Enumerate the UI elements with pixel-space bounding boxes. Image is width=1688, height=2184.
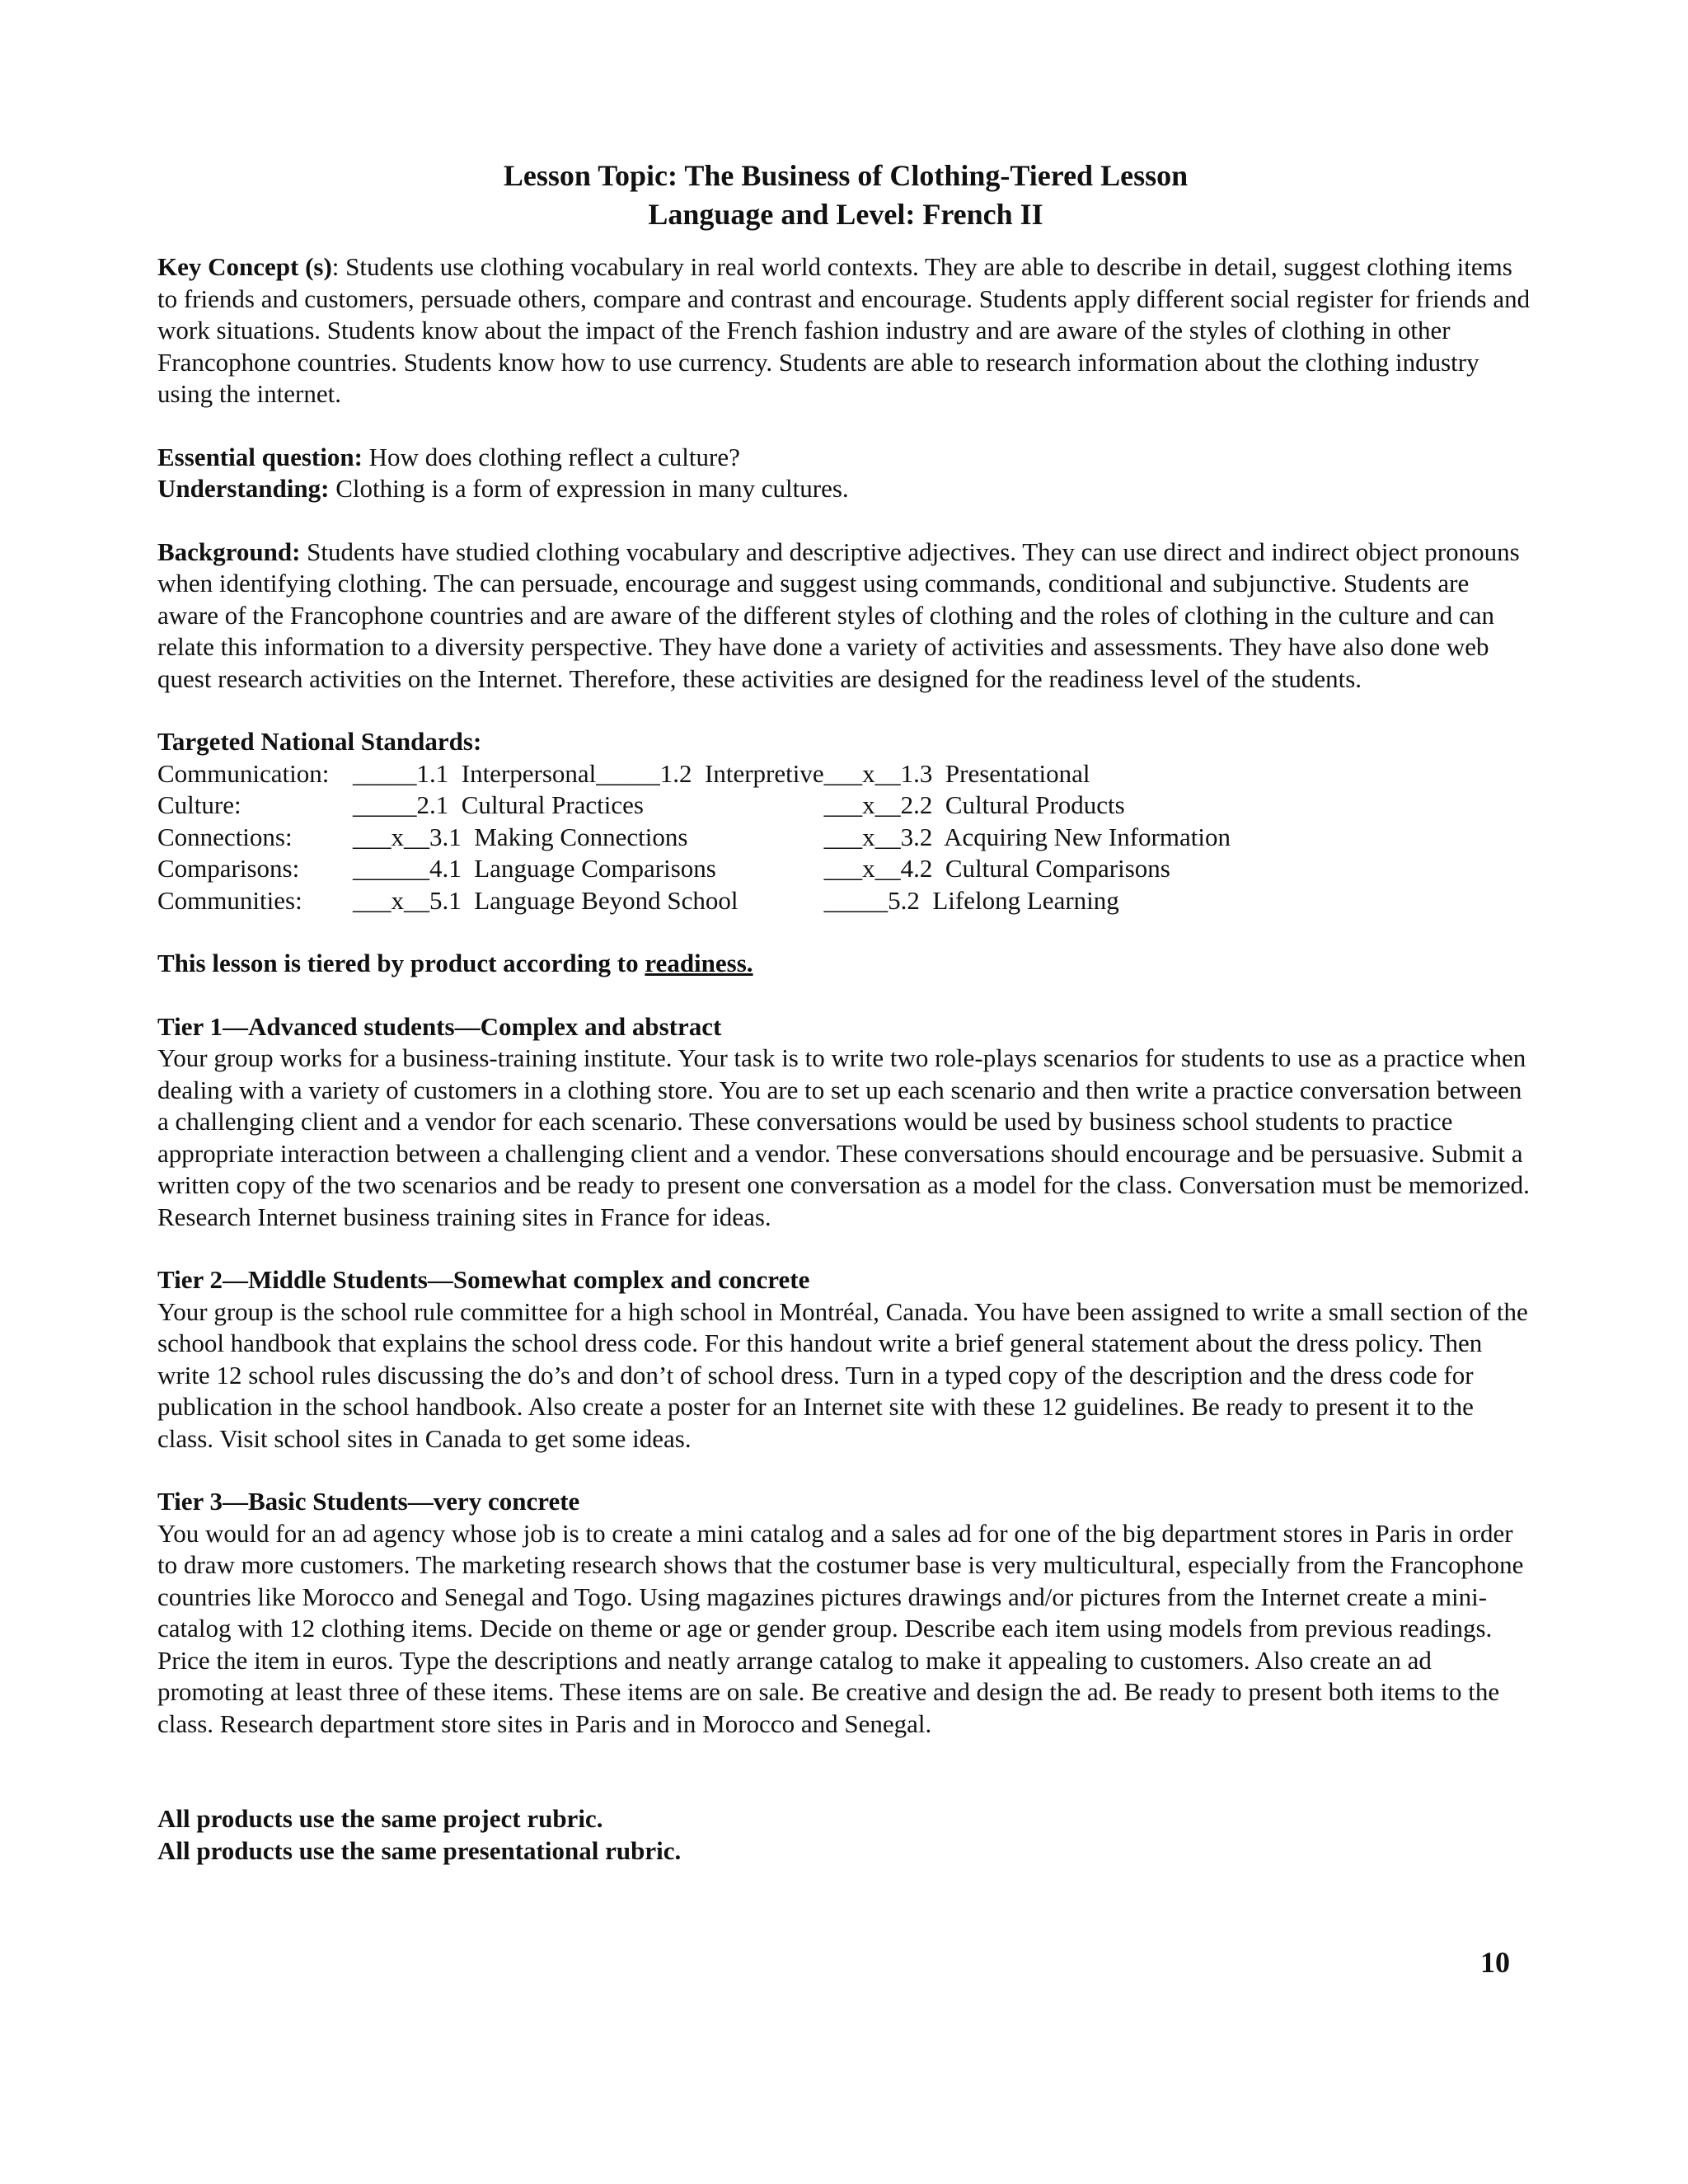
- lesson-topic-heading: Lesson Topic: The Business of Clothing-Tiered Lesson: [503, 159, 1189, 192]
- closing-line-presentational-rubric: All products use the same presentational rubric.: [157, 1835, 682, 1865]
- tier-1-text: Your group works for a business-training institute. Your task is to write two role-plays scenarios for students to use as a practice when dealing with a variety of customers in a clothing store. You are to set up each scenario and then write a practice conversation between a challenging client and a vendor for each scenario. These conversations would be used by business school students to practice appropriate interaction between a challenging client and a vendor. These conversations should encourage and be persuasive. Submit a written copy of the two scenarios and be ready to present one conversation as a model for the class. Conversation must be memorized. Research Internet business training sites in France for ideas.: [157, 1043, 1530, 1231]
- standards-col1: ___x__5.1 Language Beyond School: [353, 885, 738, 915]
- understanding-line: [157, 473, 1534, 505]
- tier-1-heading: Tier 1—Advanced students—Complex and abstract: [157, 1011, 722, 1041]
- key-concept-paragraph: [157, 251, 1534, 410]
- understanding-text: Clothing is a form of expression in many cultures.: [329, 474, 849, 503]
- standards-category: Culture:: [157, 790, 241, 819]
- understanding-label: Understanding:: [157, 474, 330, 503]
- tier-2-heading: Tier 2—Middle Students—Somewhat complex and concrete: [157, 1265, 810, 1294]
- standards-col1: ___x__3.1 Making Connections: [353, 822, 688, 851]
- standards-row-communities: [157, 885, 1231, 917]
- standards-row-communication: [157, 758, 1231, 790]
- tier-3-text: You would for an ad agency whose job is to create a mini catalog and a sales ad for one of the big department stores in Paris in order to draw more customers. The marketing research shows that the costumer base is very multicultural, especially from the Francophone countries like Morocco and Senegal and Togo. Using magazines pictures drawings and/or pictures from the Internet create a mini-catalog with 12 clothing items. Decide on theme or age or gender group. Describe each item using models from previous readings. Price the item in euros. Type the descriptions and neatly arrange catalog to make it appealing to customers. Also create an ad promoting at least three of these items. These items are on sale. Be creative and design the ad. Be ready to present both items to the class. Research department store sites in Paris and in Morocco and Senegal.: [157, 1518, 1524, 1738]
- essential-question-line: [157, 442, 1534, 474]
- standards-category: Comparisons:: [157, 854, 300, 883]
- background-paragraph: [157, 537, 1534, 696]
- tiered-statement: [157, 948, 1534, 980]
- closing-line-project-rubric: All products use the same project rubric.: [157, 1804, 603, 1833]
- standards-category: Communication:: [157, 758, 330, 788]
- key-concept-text: : Students use clothing vocabulary in real world contexts. They are able to describe in detail, suggest clothing items to friends and customers, persuade others, compare and contrast and encourage. Students apply different social register for friends and work situations. Students know about the impact of the French fashion industry and are aware of the styles of clothing in other Francophone countries. Students know how to use currency. Students are able to research information about the clothing industry using the internet.: [157, 252, 1531, 408]
- tiered-statement-emphasis: readiness.: [645, 949, 753, 977]
- standards-col2: ___x__3.2 Acquiring New Information: [823, 822, 1231, 851]
- standards-category: Connections:: [157, 822, 293, 851]
- standards-col2: ___x__2.2 Cultural Products: [823, 790, 1125, 819]
- essential-question-text: How does clothing reflect a culture?: [362, 442, 740, 471]
- page-number: 10: [1480, 1946, 1510, 1979]
- standards-col1: _____1.1 Interpersonal_____1.2 Interpretive: [353, 758, 824, 788]
- key-concept-label: Key Concept (s): [157, 252, 332, 281]
- tier-2-text: Your group is the school rule committee for a high school in Montréal, Canada. You have been assigned to write a small section of the school handbook that explains the school dress code. For this handout write a brief general statement about the dress policy. Then write 12 school rules discussing the do’s and don’t of school dress. Turn in a typed copy of the description and the dress code for publication in the school handbook. Also create a poster for an Internet site with these 12 guidelines. Be ready to present it to the class. Visit school sites in Canada to get some ideas.: [157, 1296, 1528, 1453]
- standards-row-culture: [157, 790, 1231, 822]
- standards-category: Communities:: [157, 885, 302, 915]
- standards-col2: ___x__4.2 Cultural Comparisons: [823, 854, 1170, 883]
- standards-row-connections: [157, 822, 1231, 854]
- background-text: Students have studied clothing vocabulary and descriptive adjectives. They can use direct and indirect object pronouns when identifying clothing. The can persuade, encourage and suggest using commands, conditional and subjunctive. Students are aware of the Francophone countries and are aware of the different styles of clothing and the roles of clothing in the culture and can relate this information to a diversity perspective. They have done a variety of activities and assessments. They have also done web quest research activities on the Internet. Therefore, these activities are designed for the readiness level of the students.: [157, 537, 1520, 693]
- document-title: [157, 157, 1534, 234]
- standards-col1: ______4.1 Language Comparisons: [353, 854, 716, 883]
- language-level-heading: Language and Level: French II: [648, 198, 1043, 231]
- document-page: [157, 157, 1534, 1867]
- standards-col2: ___x__1.3 Presentational: [823, 758, 1090, 788]
- standards-table: [157, 758, 1231, 917]
- tier-3-heading: Tier 3—Basic Students—very concrete: [157, 1487, 580, 1516]
- essential-question-label: Essential question:: [157, 442, 363, 471]
- standards-heading: Targeted National Standards:: [157, 727, 482, 756]
- tiered-statement-prefix: This lesson is tiered by product according to: [157, 949, 645, 977]
- standards-col2: _____5.2 Lifelong Learning: [823, 885, 1119, 915]
- background-label: Background:: [157, 537, 301, 566]
- standards-row-comparisons: [157, 853, 1231, 885]
- standards-col1: _____2.1 Cultural Practices: [353, 790, 644, 819]
